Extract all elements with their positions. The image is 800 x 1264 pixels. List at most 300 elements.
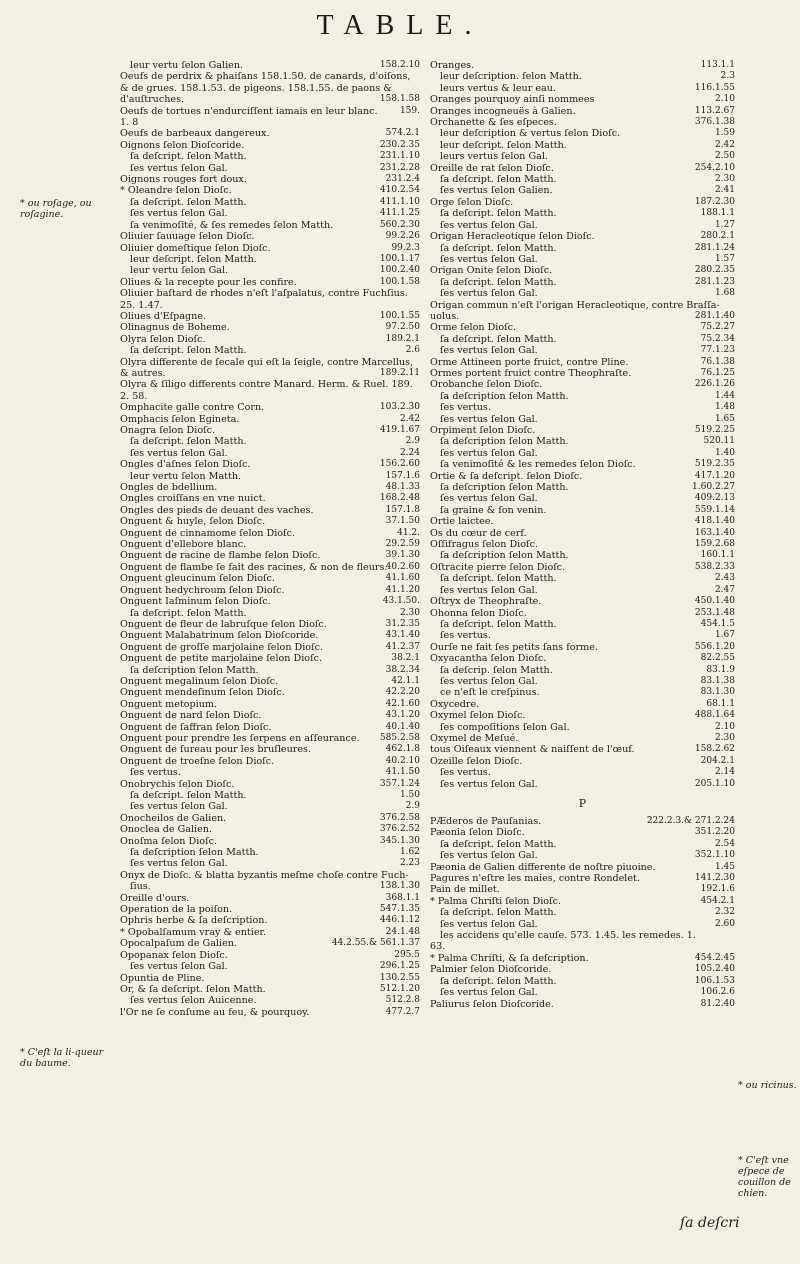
entry-page-ref: 113.1.1 xyxy=(700,60,735,70)
index-entry xyxy=(430,562,735,573)
entry-page-ref: 538.2.33 xyxy=(694,561,735,572)
entry-page-ref: 2.50 xyxy=(714,151,735,162)
index-entry xyxy=(120,208,420,219)
entry-text: ſes compoſitions ſelon Gal. xyxy=(440,721,570,733)
entry-text: Orme Attineen porte fruict, contre Pline. xyxy=(430,356,629,368)
entry-page-ref: 83.1.9 xyxy=(706,664,735,675)
entry-text: ſes vertus ſelon Gal. xyxy=(440,584,538,596)
index-entry xyxy=(120,699,420,710)
index-entry xyxy=(120,961,420,972)
entry-page-ref: 2.42 xyxy=(399,413,420,424)
entry-text: Onguent de troeſne ſelon Dioſc. xyxy=(120,755,275,767)
entry-page-ref: 42.1.60 xyxy=(385,698,420,709)
index-entry xyxy=(430,254,735,265)
index-entry xyxy=(430,482,735,493)
entry-text: Oliues & la recepte pour les confire. xyxy=(120,276,297,288)
index-entry xyxy=(430,862,735,873)
entry-page-ref: 231.1.10 xyxy=(379,151,420,162)
index-entry xyxy=(430,151,735,162)
entry-text: les accidens qu'elle cauſe. 573. 1.45. les remedes. 1. xyxy=(440,930,696,942)
entry-text: Pæonia ſelon Dioſc. xyxy=(430,827,525,839)
index-entry xyxy=(120,927,420,938)
entry-page-ref: 100.2.40 xyxy=(379,265,420,276)
entry-text: ſes vertus ſelon Gal. xyxy=(130,961,228,973)
entry-text: Oignons ſelon Dioſcoride. xyxy=(120,139,245,151)
index-entry xyxy=(430,288,735,299)
entry-page-ref: 1.65 xyxy=(714,413,735,424)
index-entry xyxy=(430,391,735,402)
index-entry xyxy=(430,619,735,630)
entry-page-ref: 1.45 xyxy=(714,861,735,872)
index-entry xyxy=(120,151,420,162)
entry-page-ref: 2.42 xyxy=(714,139,735,150)
entry-page-ref: 168.2.48 xyxy=(379,493,420,504)
entry-page-ref: 157.1.8 xyxy=(385,504,420,515)
entry-text: Palmier ſelon Dioſcoride. xyxy=(430,964,552,976)
entry-page-ref: 1.57 xyxy=(714,253,735,264)
index-entry xyxy=(120,1007,420,1018)
entry-text: ſes vertus ſelon Gal. xyxy=(130,447,228,459)
index-entry xyxy=(120,425,420,436)
entry-text: Orobanche ſelon Dioſc. xyxy=(430,379,543,391)
entry-text: Ortie laictee. xyxy=(430,516,494,528)
index-entry xyxy=(120,334,420,345)
index-entry xyxy=(430,322,735,333)
entry-text: Onoclea de Galien. xyxy=(120,824,213,836)
index-entry xyxy=(120,585,420,596)
entry-text: ſa deſcript. ſelon Matth. xyxy=(440,276,557,288)
entry-page-ref: 1.27 xyxy=(714,219,735,230)
index-entry xyxy=(120,528,420,539)
index-entry xyxy=(120,231,420,242)
index-entry xyxy=(120,653,420,664)
index-entry xyxy=(120,197,420,208)
entry-page-ref: 231.2.28 xyxy=(379,162,420,173)
entry-text: Oreille d'ours. xyxy=(120,892,190,904)
entry-page-ref: 41.2.37 xyxy=(385,641,420,652)
entry-page-ref: 159. xyxy=(399,105,420,116)
entry-text: ſes vertus ſelon Gal. xyxy=(130,801,228,813)
entry-text: Ortie & ſa deſcript. ſelon Dioſc. xyxy=(430,470,583,482)
entry-page-ref: 156.2.60 xyxy=(379,459,420,470)
entry-text: * Palma Chriſti, & ſa deſcription. xyxy=(430,952,589,964)
entry-text: leurs vertus & leur eau. xyxy=(440,82,556,94)
index-entry xyxy=(120,539,420,550)
entry-text: ſa deſcript. ſelon Matth. xyxy=(440,174,557,186)
entry-page-ref: 419.1.67 xyxy=(379,425,420,435)
entry-text: Omphacis ſelon Egineta. xyxy=(120,413,240,425)
index-entry xyxy=(430,231,735,242)
entry-page-ref: 40.2.60 xyxy=(385,561,420,572)
entry-text: Paliurus ſelon Dioſcoride. xyxy=(430,998,554,1010)
entry-text: Onguent de fleur de labruſque ſelon Dioſc. xyxy=(120,618,327,630)
entry-text: ſa venimoſité, & ſes remedes ſelon Matth. xyxy=(130,219,334,231)
index-entry xyxy=(430,907,735,918)
entry-text: Oeufs de barbeaux dangereux. xyxy=(120,128,270,140)
index-entry xyxy=(120,482,420,493)
index-entry xyxy=(430,710,735,721)
index-entry xyxy=(120,676,420,687)
entry-page-ref: 68.1.1 xyxy=(706,698,735,709)
index-entry xyxy=(430,596,735,607)
entry-text: Pain de millet. xyxy=(430,884,500,896)
entry-page-ref: 113.2.67 xyxy=(694,105,735,116)
entry-page-ref: 2.10 xyxy=(714,94,735,105)
index-entry xyxy=(430,448,735,459)
entry-page-ref: 82.2.55 xyxy=(700,653,735,664)
margin-note-baume: * C'eſt la li-queur du baume. xyxy=(20,1047,104,1069)
index-entry xyxy=(120,596,420,607)
index-entry xyxy=(120,265,420,276)
entry-page-ref: 204.2.1 xyxy=(700,755,735,766)
entry-text: ſes vertus ſelon Auicenne. xyxy=(130,995,257,1007)
index-entry xyxy=(430,964,735,975)
index-entry xyxy=(430,174,735,185)
entry-text: ſa deſcript. ſelon Matth. xyxy=(130,151,247,163)
entry-text: Oſtracite pierre ſelon Dioſc. xyxy=(430,561,566,573)
entry-page-ref: 462.1.8 xyxy=(385,744,420,755)
index-entry xyxy=(120,436,420,447)
entry-text: Opocalpaſum de Galien. xyxy=(120,938,237,950)
entry-text: Pagures n'eſtre les maies, contre Rondelet. xyxy=(430,873,640,885)
index-entry xyxy=(120,300,420,311)
index-entry xyxy=(430,987,735,998)
index-entry xyxy=(120,277,420,288)
index-entry xyxy=(430,357,735,368)
entry-page-ref: 585.2.58 xyxy=(379,732,420,743)
entry-page-ref: 351.2.20 xyxy=(694,827,735,838)
index-entry xyxy=(430,896,735,907)
index-entry xyxy=(120,767,420,778)
entry-text: ſes vertus ſelon Gal. xyxy=(440,918,538,930)
index-entry xyxy=(120,83,420,94)
entry-text: Pæonia de Galien differente de noſtre piuoine. xyxy=(430,861,656,873)
entry-page-ref: 158.2.62 xyxy=(694,744,735,755)
index-entry xyxy=(120,847,420,858)
index-entry xyxy=(120,493,420,504)
entry-text: Os du cœur de cerf. xyxy=(430,527,527,539)
entry-page-ref: 357.1.24 xyxy=(379,778,420,789)
margin-note-ricinus: * ou ricinus. xyxy=(738,1080,797,1091)
entry-page-ref: 574.2.1 xyxy=(385,128,420,139)
entry-page-ref: 157.1.6 xyxy=(385,470,420,481)
entry-page-ref: 296.1.25 xyxy=(379,961,420,972)
index-entry xyxy=(430,106,735,117)
entry-page-ref: 1.62 xyxy=(399,847,420,858)
entry-text: leur deſcript. ſelon Matth. xyxy=(440,139,567,151)
index-entry xyxy=(430,733,735,744)
entry-text: leur vertu ſelon Matth. xyxy=(130,470,242,482)
entry-page-ref: 280.2.1 xyxy=(700,231,735,242)
entry-text: ſa graine & ſon venin. xyxy=(440,504,547,516)
entry-page-ref: 1.60.2.27 xyxy=(692,482,735,493)
index-entry xyxy=(430,687,735,698)
entry-page-ref: 281.1.40 xyxy=(694,310,735,321)
index-entry xyxy=(120,801,420,812)
index-entry xyxy=(120,459,420,470)
entry-page-ref: 547.1.35 xyxy=(379,904,420,915)
entry-page-ref: 38.2.1 xyxy=(391,653,420,664)
index-entry xyxy=(430,756,735,767)
entry-text: Origan Onite ſelon Dioſc. xyxy=(430,265,553,277)
entry-text: Olyra & ſiligo differents contre Manard. Herm. & Ruel. 189. xyxy=(120,379,413,391)
entry-text: ſa deſcript. ſelon Matth. xyxy=(130,790,247,801)
entry-page-ref: 116.1.55 xyxy=(694,82,735,93)
entry-text: Ongles croiſſans en vne nuict. xyxy=(120,493,266,505)
entry-text: ſes vertus ſelon Gal. xyxy=(440,219,538,231)
entry-text: ſa deſcription ſelon Matth. xyxy=(440,436,569,448)
entry-page-ref: 103.2.30 xyxy=(379,402,420,413)
index-entry xyxy=(120,858,420,869)
index-entry xyxy=(120,94,420,105)
index-entry xyxy=(430,60,735,71)
index-entry xyxy=(430,630,735,641)
entry-text: ſa deſcript. ſelon Matth. xyxy=(130,196,247,208)
index-entry xyxy=(120,391,420,402)
entry-page-ref: 352.1.10 xyxy=(694,850,735,861)
index-entry xyxy=(430,300,735,311)
entry-page-ref: 76.1.38 xyxy=(700,356,735,367)
index-entry xyxy=(430,953,735,964)
index-entry xyxy=(430,459,735,470)
entry-text: Onguent mendeſinum ſelon Dioſc. xyxy=(120,687,285,699)
entry-text: Onguent de ſureau pour les bruſleures. xyxy=(120,744,312,756)
entry-text: d'auſtruches. xyxy=(120,94,185,106)
entry-page-ref: 231.2.4 xyxy=(385,174,420,185)
index-entry xyxy=(120,471,420,482)
entry-page-ref: 40.2.10 xyxy=(385,755,420,766)
entry-text: ſes vertus ſelon Gal. xyxy=(440,447,538,459)
entry-text: leur deſcript. ſelon Matth. xyxy=(130,253,257,265)
index-entry xyxy=(120,870,420,881)
entry-text: ſa deſcript. ſelon Matth. xyxy=(440,573,557,585)
index-entry xyxy=(430,919,735,930)
entry-page-ref: 281.1.24 xyxy=(694,242,735,253)
index-entry xyxy=(120,311,420,322)
entry-text: Onguent pour prendre les ſerpens en aſſeurance. xyxy=(120,732,360,744)
index-entry xyxy=(120,619,420,630)
entry-page-ref: 100.1.58 xyxy=(379,276,420,287)
entry-page-ref: 2.6 xyxy=(405,345,420,356)
entry-page-ref: 41.1.20 xyxy=(385,584,420,595)
entry-text: Onocheilos de Galien. xyxy=(120,812,227,824)
entry-page-ref: 24.1.48 xyxy=(385,926,420,937)
entry-page-ref: 1.48 xyxy=(714,402,735,413)
entry-page-ref: 189.2.11 xyxy=(379,367,420,378)
margin-note-rosage: * ou roſage, ou roſagine. xyxy=(20,198,92,220)
entry-text: & de grues. 158.1.53. de pigeons. 158.1.55. de paons & xyxy=(120,82,392,94)
index-entry xyxy=(120,665,420,676)
entry-text: Or, & ſa deſcript. ſelon Matth. xyxy=(120,983,266,995)
entry-text: ſa deſcript. ſelon Matth. xyxy=(440,838,557,850)
entry-page-ref: 31.2.35 xyxy=(385,618,420,629)
entry-text: ſius. xyxy=(130,881,151,893)
entry-text: ſes vertus ſelon Galien. xyxy=(440,185,553,197)
entry-page-ref: 100.1.17 xyxy=(379,253,420,264)
entry-page-ref: 417.1.20 xyxy=(694,470,735,481)
index-entry xyxy=(430,505,735,516)
entry-text: Oſſifragus ſelon Dioſc. xyxy=(430,539,538,551)
entry-page-ref: 295.5 xyxy=(394,949,420,960)
entry-page-ref: 559.1.14 xyxy=(694,504,735,515)
entry-page-ref: 512.2.8 xyxy=(385,995,420,1006)
entry-page-ref: 2.54 xyxy=(714,838,735,849)
entry-text: Onguent Iaſminum ſelon Dioſc. xyxy=(120,596,271,608)
entry-page-ref: 43.1.40 xyxy=(385,630,420,641)
index-entry xyxy=(430,550,735,561)
entry-text: ſa deſcript. ſelon Matth. xyxy=(440,618,557,630)
entry-page-ref: 42.1.1 xyxy=(391,675,420,686)
index-entry xyxy=(120,345,420,356)
entry-text: leur vertu ſelon Gal. xyxy=(130,265,229,277)
entry-page-ref: 99.2.26 xyxy=(385,231,420,242)
entry-text: 2. 58. xyxy=(120,390,148,402)
index-entry xyxy=(430,163,735,174)
index-entry xyxy=(120,220,420,231)
index-entry xyxy=(120,106,420,117)
entry-text: * Palma Chriſti ſelon Dioſc. xyxy=(430,895,562,907)
index-entry xyxy=(120,995,420,1006)
index-entry xyxy=(430,999,735,1010)
index-entry xyxy=(430,436,735,447)
entry-text: ſes vertus. xyxy=(440,402,491,414)
entry-page-ref: 41.1.50 xyxy=(385,767,420,778)
entry-page-ref: 1.67 xyxy=(714,630,735,641)
index-entry xyxy=(430,345,735,356)
index-entry xyxy=(430,722,735,733)
entry-text: ſa deſcript. ſelon Matth. xyxy=(440,333,557,345)
section-letter: P xyxy=(578,797,587,810)
entry-text: Onguent gleucinum ſelon Dioſc. xyxy=(120,573,275,585)
entry-text: Oliuier baſtard de rhodes n'eſt l'aſpalatus, contre Fuchſius. xyxy=(120,288,408,300)
entry-text: ſa deſcript. ſelon Matth. xyxy=(440,975,557,987)
entry-text: Opuntia de Pline. xyxy=(120,972,205,984)
entry-text: Onguent & huyle, ſelon Dioſc. xyxy=(120,516,266,528)
entry-page-ref: 76.1.25 xyxy=(700,367,735,378)
entry-page-ref: 2.30 xyxy=(714,732,735,743)
entry-text: ſes vertus ſelon Gal. xyxy=(440,253,538,265)
index-entry xyxy=(430,402,735,413)
index-entry xyxy=(120,516,420,527)
entry-text: Olyra ſelon Dioſc. xyxy=(120,333,206,345)
index-entry xyxy=(120,505,420,516)
entry-page-ref: 454.2.45 xyxy=(694,952,735,963)
index-entry xyxy=(120,744,420,755)
entry-text: 25. 1.47. xyxy=(120,299,163,311)
index-column-right xyxy=(430,60,735,1250)
entry-text: Operation de la poiſon. xyxy=(120,904,233,916)
index-entry xyxy=(430,71,735,82)
entry-page-ref: 409.2.13 xyxy=(694,493,735,504)
entry-page-ref: 75.2.34 xyxy=(700,333,735,344)
entry-text: Orpiment ſelon Dioſc. xyxy=(430,425,536,436)
entry-text: Oxycedre. xyxy=(430,698,480,710)
entry-page-ref: 280.2.35 xyxy=(694,265,735,276)
entry-page-ref: 488.1.64 xyxy=(694,710,735,721)
entry-text: Olyra differente de ſecale qui eſt la ſeigle, contre Marcellus, xyxy=(120,356,414,368)
entry-page-ref: 411.1.25 xyxy=(379,208,420,219)
entry-text: ſa venimoſité & les remedes ſelon Dioſc. xyxy=(440,459,636,471)
entry-page-ref: 41.1.60 xyxy=(385,573,420,584)
entry-text: Opopanax ſelon Dioſc. xyxy=(120,949,228,961)
index-entry xyxy=(430,873,735,884)
entry-page-ref: 77.1.23 xyxy=(700,345,735,356)
entry-text: Oſtryx de Theophraſte. xyxy=(430,596,542,608)
index-entry xyxy=(430,83,735,94)
entry-text: Onagra ſelon Dioſc. xyxy=(120,425,216,436)
index-entry xyxy=(120,550,420,561)
entry-text: ſes vertus ſelon Gal. xyxy=(440,493,538,505)
index-entry xyxy=(430,839,735,850)
entry-text: ſes vertus. xyxy=(440,767,491,779)
entry-text: Oliuier ſauuage ſelon Dioſc. xyxy=(120,231,255,243)
entry-page-ref: 158.1.58 xyxy=(379,94,420,105)
entry-page-ref: 454.2.1 xyxy=(700,895,735,906)
entry-text: Origan Heracleotique ſelon Dioſc. xyxy=(430,231,595,243)
index-entry xyxy=(430,140,735,151)
entry-page-ref: 43.1.50. xyxy=(382,596,420,607)
entry-page-ref: 2.14 xyxy=(714,767,735,778)
entry-text: leur deſcription. ſelon Matth. xyxy=(440,71,582,83)
entry-page-ref: 226.1.26 xyxy=(694,379,735,390)
entry-page-ref: 222.2.3.& 271.2.24 xyxy=(646,816,735,826)
entry-text: Orge ſelon Dioſc. xyxy=(430,196,514,208)
index-entry xyxy=(120,733,420,744)
entry-text: ſes vertus ſelon Gal. xyxy=(440,850,538,862)
entry-page-ref: 519.2.25 xyxy=(694,425,735,435)
entry-text: Ozeille ſelon Dioſc. xyxy=(430,755,523,767)
index-entry xyxy=(120,756,420,767)
entry-page-ref: 281.1.23 xyxy=(694,276,735,287)
index-entry xyxy=(430,197,735,208)
entry-page-ref: 2.32 xyxy=(714,907,735,918)
entry-text: leur vertu ſelon Galien. xyxy=(130,60,244,71)
entry-text: Oranges. xyxy=(430,60,475,71)
entry-page-ref: 138.1.30 xyxy=(379,881,420,892)
index-entry xyxy=(430,665,735,676)
entry-text: Olinagnus de Boheme. xyxy=(120,322,230,334)
index-entry xyxy=(430,208,735,219)
entry-text: Onguent metopium. xyxy=(120,698,218,710)
index-entry xyxy=(430,585,735,596)
index-entry xyxy=(430,414,735,425)
entry-text: ſes vertus ſelon Gal. xyxy=(440,288,538,300)
entry-text: Ongles des pieds de deuant des vaches. xyxy=(120,504,314,516)
entry-text: Ongles d'aſnes ſelon Dioſc. xyxy=(120,459,251,471)
entry-page-ref: 42.2.20 xyxy=(385,687,420,698)
entry-text: Orchanette & ſes eſpeces. xyxy=(430,117,557,129)
index-entry xyxy=(430,265,735,276)
index-entry xyxy=(120,71,420,82)
index-entry xyxy=(430,642,735,653)
entry-text: Onguent d'ellebore blanc. xyxy=(120,539,247,551)
entry-text: ſes vertus. xyxy=(130,767,181,779)
entry-text: Oeufs de tortues n'endurciſſent iamais en leur blanc. xyxy=(120,105,378,117)
index-entry xyxy=(120,893,420,904)
entry-text: Onguent megalinum ſelon Dioſc. xyxy=(120,675,279,687)
entry-text: Orme ſelon Dioſc. xyxy=(430,322,517,334)
entry-page-ref: 83.1.30 xyxy=(700,687,735,698)
entry-text: 1. 8 xyxy=(120,117,139,129)
entry-text: ſa deſcription ſelon Matth. xyxy=(440,550,569,562)
entry-page-ref: 37.1.50 xyxy=(385,516,420,527)
index-entry xyxy=(430,539,735,550)
entry-page-ref: 39.1.30 xyxy=(385,550,420,561)
entry-text: Onoſma ſelon Dioſc. xyxy=(120,835,218,847)
entry-page-ref: 410.2.54 xyxy=(379,185,420,196)
entry-text: ſa deſcript. ſelon Matth. xyxy=(440,208,557,220)
index-entry xyxy=(430,334,735,345)
